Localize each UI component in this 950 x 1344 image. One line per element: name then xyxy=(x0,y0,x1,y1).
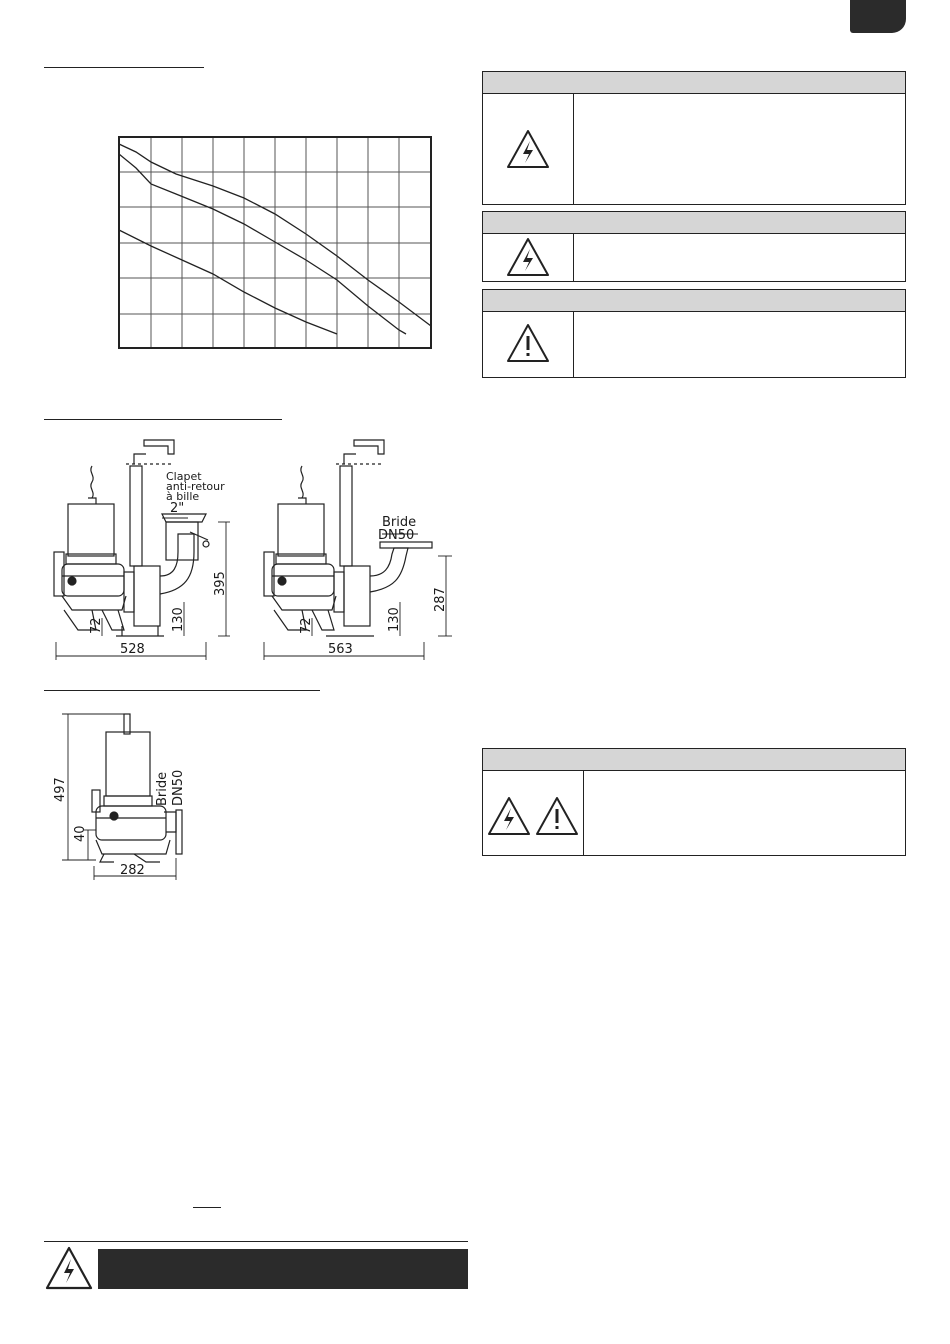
warning-box-3 xyxy=(482,289,906,378)
base-dim-side: 40 xyxy=(73,825,88,842)
installation-diagram xyxy=(44,436,474,666)
general-warning-icon xyxy=(534,795,580,837)
safety-heading-bar xyxy=(98,1249,468,1289)
check-valve-label-2: anti-retour xyxy=(166,480,225,493)
electric-hazard-icon xyxy=(44,1245,94,1291)
check-valve-label-1: Clapet xyxy=(166,470,202,483)
section-rule-dimensions xyxy=(44,419,282,420)
small-rule xyxy=(193,1207,221,1208)
inlet-size-label: 2" xyxy=(170,501,185,516)
electric-hazard-icon xyxy=(505,128,551,170)
dims-left xyxy=(56,518,230,660)
foot-dim-left: 72 xyxy=(89,617,104,634)
safety-section-rule xyxy=(44,1241,468,1242)
warning-box-1-header xyxy=(483,72,905,94)
flange-label-right-2: DN50 xyxy=(378,528,415,543)
width-dim-left: 528 xyxy=(120,642,145,657)
warning-box-2 xyxy=(482,211,906,282)
electric-hazard-icon xyxy=(486,795,532,837)
width-dim-side: 282 xyxy=(120,863,145,878)
width-dim-right: 563 xyxy=(328,642,353,657)
height-dim-side: 497 xyxy=(53,777,68,802)
warning-box-2-header xyxy=(483,212,905,234)
curve-bottom xyxy=(119,230,337,334)
flange-size-side: DN50 xyxy=(171,769,186,806)
inlet-dim-left: 130 xyxy=(171,607,186,632)
performance-curve-chart xyxy=(116,134,436,354)
inlet-dim-right: 130 xyxy=(387,607,402,632)
electric-hazard-icon xyxy=(505,236,551,278)
flange-label-side: Bride xyxy=(155,771,170,806)
warning-box-4 xyxy=(482,748,906,856)
side-view-diagram xyxy=(44,710,224,884)
height-dim-right: 287 xyxy=(433,587,448,612)
check-valve-label-3: à bille xyxy=(166,490,200,503)
warning-box-3-header xyxy=(483,290,905,312)
section-rule-side-view xyxy=(44,690,320,691)
height-dim-left: 395 xyxy=(213,571,228,596)
warning-box-4-header xyxy=(483,749,905,771)
curve-middle xyxy=(119,154,406,334)
foot-dim-right: 72 xyxy=(299,617,314,634)
page-corner-tab xyxy=(850,0,906,33)
warning-box-1 xyxy=(482,71,906,205)
dims-right xyxy=(264,534,452,660)
general-warning-icon xyxy=(505,322,551,364)
flange-label-right-1: Bride xyxy=(382,515,417,530)
section-rule-curve xyxy=(44,67,204,68)
